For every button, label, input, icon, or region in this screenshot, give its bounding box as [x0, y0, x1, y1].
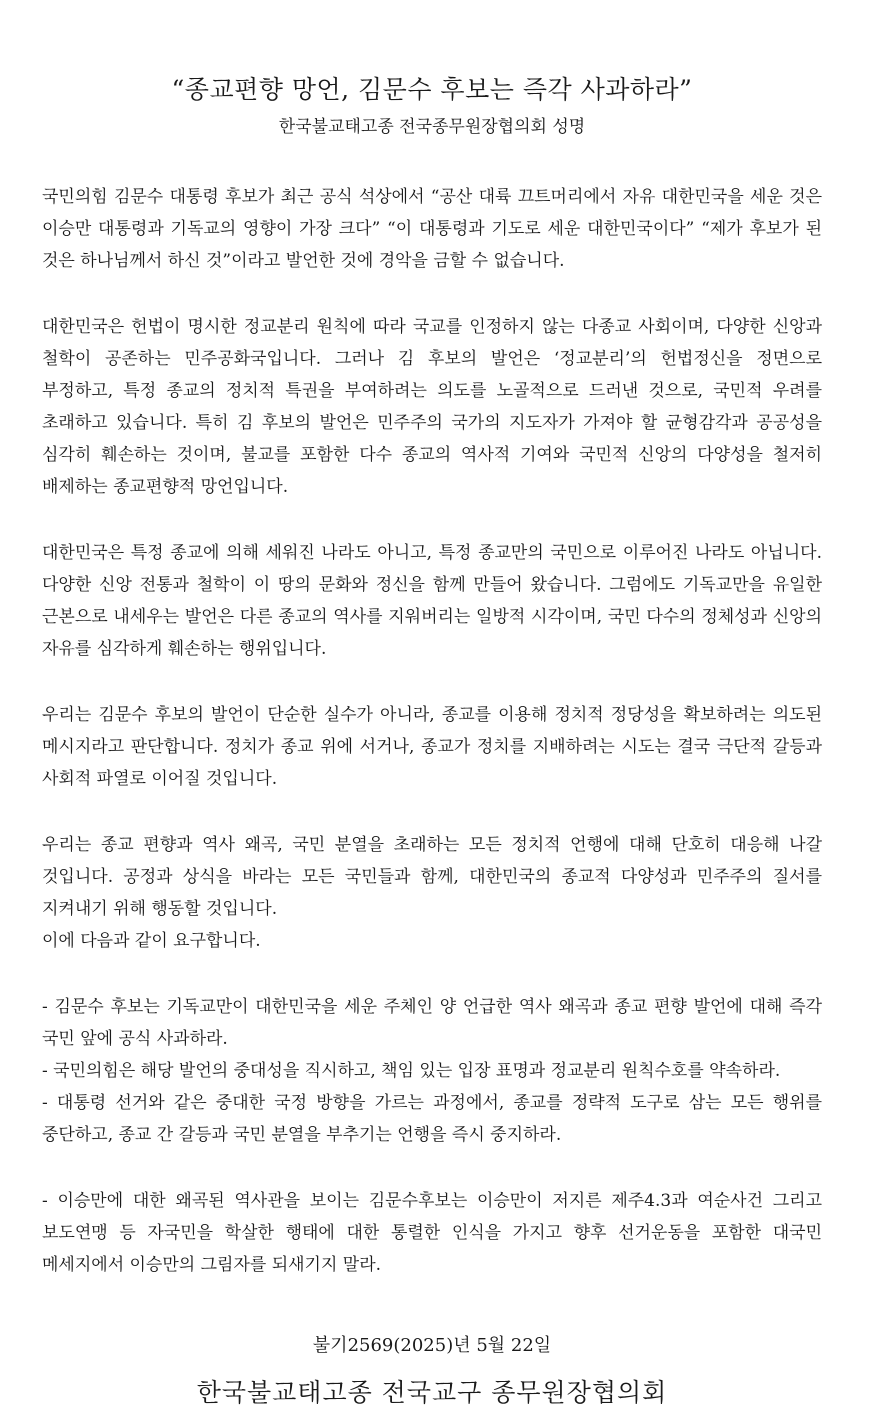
paragraph-3: 대한민국은 특정 종교에 의해 세워진 나라도 아니고, 특정 종교만의 국민으로 이루어진 나라도 아닙니다. 다양한 신앙 전통과 철학이 이 땅의 문화와 정신을 함께 만들어 왔습니다. 그럼에도 기독교만을 유일한 근본으로 내세우는 발언은 다른 종교의 역사를 지워버리는 일방적 시각이며, 국민 다수의 정체성과 신앙의 자유를 심각하게 훼손하는 행위입니다.: [42, 543, 822, 659]
final-demand: - 이승만에 대한 왜곡된 역사관을 보이는 김문수후보는 이승만이 저지른 제주4.3과 여순사건 그리고 보도연맹 등 자국민을 학살한 행태에 대한 통렬한 인식을 가지고 향후 선거운동을 포함한 대국민 메세지에서 이승만의 그림자를 되새기지 말라.: [42, 1191, 822, 1275]
demand-intro: 이에 다음과 같이 요구합니다.: [42, 931, 261, 951]
organization-signature: 한국불교태고종 전국교구 종무원장협의회: [196, 1378, 668, 1407]
statement-body: [42, 181, 822, 1281]
statement-date: 불기2569(2025)년 5월 22일: [312, 1335, 552, 1356]
demand-item: - 대통령 선거와 같은 중대한 국정 방향을 가르는 과정에서, 종교를 정략적 도구로 삼는 모든 행위를 중단하고, 종교 간 갈등과 국민 분열을 부추기는 언행을 즉시 중지하라.: [42, 1093, 822, 1145]
paragraph-2: 대한민국은 헌법이 명시한 정교분리 원칙에 따라 국교를 인정하지 않는 다종교 사회이며, 다양한 신앙과 철학이 공존하는 민주공화국입니다. 그러나 김 후보의 발언은 ‘정교분리’의 헌법정신을 정면으로 부정하고, 특정 종교의 정치적 특권을 부여하려는 의도를 노골적으로 드러낸 것으로, 국민적 우려를 초래하고 있습니다. 특히 김 후보의 발언은 민주주의 국가의 지도자가 가져야 할 균형감각과 공공성을 심각히 훼손하는 것이며, 불교를 포함한 다수 종교의 역사적 기여와 국민적 신앙의 다양성을 철저히 배제하는 종교편향적 망언입니다.: [42, 317, 822, 497]
demand-item: - 김문수 후보는 기독교만이 대한민국을 세운 주체인 양 언급한 역사 왜곡과 종교 편향 발언에 대해 즉각 국민 앞에 공식 사과하라.: [42, 997, 822, 1049]
paragraph-5-text: 우리는 종교 편향과 역사 왜곡, 국민 분열을 초래하는 모든 정치적 언행에 대해 단호히 대응해 나갈 것입니다. 공정과 상식을 바라는 모든 국민들과 함께, 대한민국의 종교적 다양성과 민주주의 질서를 지켜내기 위해 행동할 것입니다.: [42, 835, 822, 919]
statement-title: “종교편향 망언, 김문수 후보는 즉각 사과하라”: [171, 75, 693, 104]
paragraph-5: [42, 829, 822, 957]
statement-subtitle: 한국불교태고종 전국종무원장협의회 성명: [278, 117, 586, 137]
demand-list: [42, 991, 822, 1151]
demand-item: - 국민의힘은 해당 발언의 중대성을 직시하고, 책임 있는 입장 표명과 정교분리 원칙수호를 약속하라.: [42, 1061, 781, 1081]
paragraph-1: 국민의힘 김문수 대통령 후보가 최근 공식 석상에서 “공산 대륙 끄트머리에서 자유 대한민국을 세운 것은 이승만 대통령과 기독교의 영향이 가장 크다” “이 대통령과 기도로 세운 대한민국이다” “제가 후보가 된 것은 하나님께서 하신 것”이라고 발언한 것에 경악을 금할 수 없습니다.: [42, 187, 822, 271]
paragraph-4: 우리는 김문수 후보의 발언이 단순한 실수가 아니라, 종교를 이용해 정치적 정당성을 확보하려는 의도된 메시지라고 판단합니다. 정치가 종교 위에 서거나, 종교가 정치를 지배하려는 시도는 결국 극단적 갈등과 사회적 파열로 이어질 것입니다.: [42, 705, 822, 789]
